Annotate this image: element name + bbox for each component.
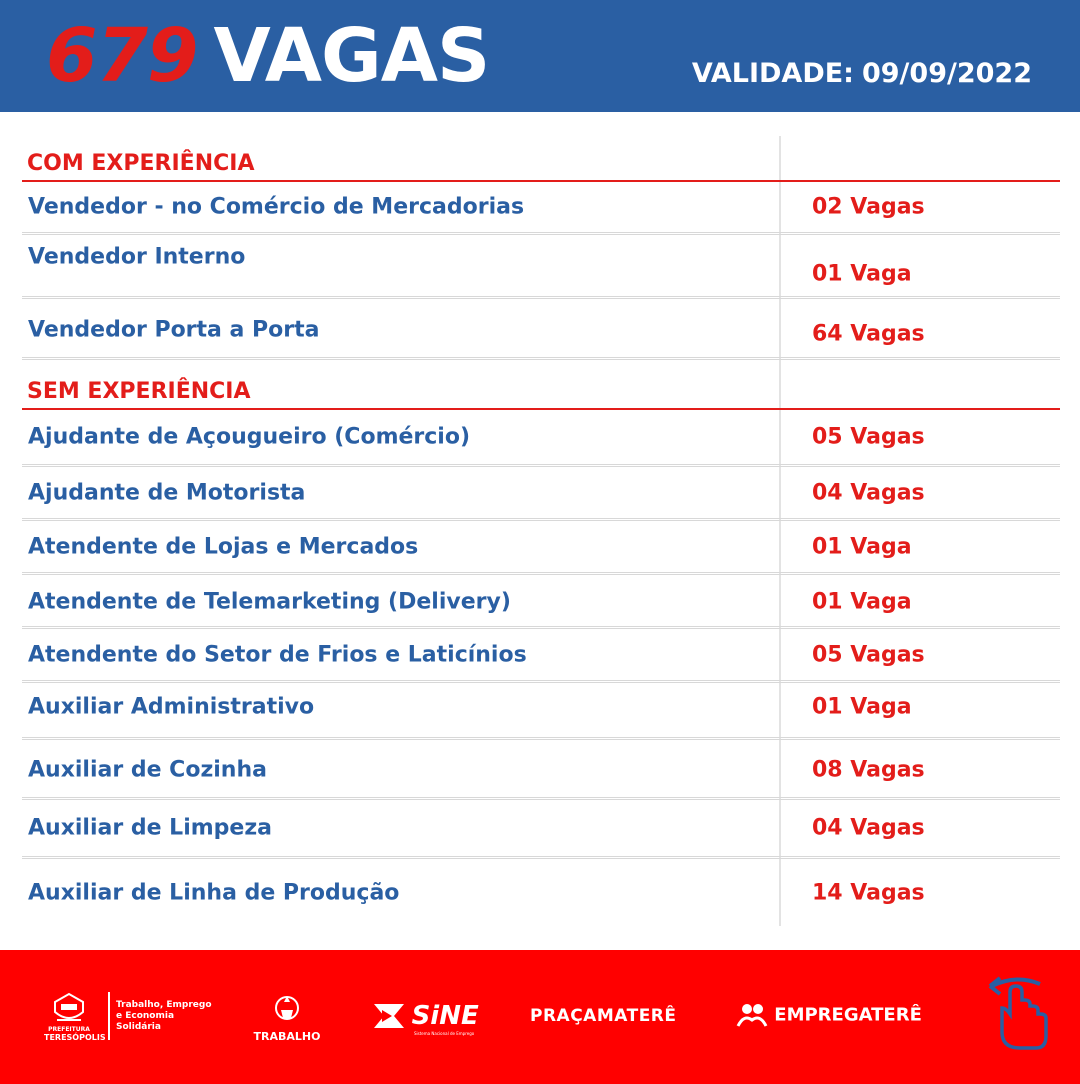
job-vacancies: 04 Vagas [812, 480, 925, 505]
table-row [22, 800, 1060, 859]
trabalho-logo [246, 992, 328, 1043]
empregatere-label: EMPREGATERÊ [774, 1004, 922, 1026]
table-row [22, 299, 1060, 360]
job-title: Auxiliar de Limpeza [28, 815, 272, 841]
job-vacancies: 08 Vagas [812, 757, 925, 783]
job-vacancies: 64 Vagas [812, 321, 925, 347]
job-vacancies: 04 Vagas [812, 815, 925, 841]
secretaria-line: e Economia [116, 1011, 175, 1021]
secretaria-line: Solidária [116, 1022, 161, 1032]
job-vacancies: 02 Vagas [812, 194, 925, 220]
table-row [22, 629, 1060, 683]
table-row [22, 859, 1060, 923]
total-vacancies-count: 679 [46, 13, 198, 99]
empregatere-logo [736, 1002, 922, 1028]
section-with-experience [22, 136, 1060, 182]
prefeitura-name: TERESÓPOLIS [44, 1033, 106, 1042]
job-title: Atendente de Telemarketing (Delivery) [28, 589, 511, 615]
secretaria-text [116, 1000, 212, 1033]
coat-of-arms-icon [51, 992, 87, 1022]
job-title: Auxiliar de Linha de Produção [28, 880, 400, 906]
section-without-experience [22, 360, 1060, 410]
table-row [22, 740, 1060, 800]
job-title: Vendedor Interno [28, 244, 246, 270]
logo-divider [108, 992, 110, 1040]
job-vacancies: 01 Vaga [812, 534, 912, 559]
table-row [22, 575, 1060, 629]
job-vacancies: 05 Vagas [812, 642, 925, 667]
table-row [22, 467, 1060, 521]
table-row [22, 683, 1060, 740]
pracamatere-logo [530, 1006, 677, 1026]
table-row [22, 521, 1060, 575]
emblem-icon [272, 992, 302, 1026]
job-title: Vendedor - no Comércio de Mercadorias [28, 194, 525, 220]
job-title: Vendedor Porta a Porta [28, 317, 320, 343]
vacancies-table [22, 136, 1060, 926]
sine-label: SiNE [411, 1001, 479, 1031]
job-title: Auxiliar de Cozinha [28, 757, 267, 783]
job-vacancies: 01 Vaga [812, 589, 912, 615]
sine-logo [372, 1000, 479, 1036]
job-vacancies: 01 Vaga [812, 694, 912, 720]
trabalho-label: TRABALHO [253, 1030, 321, 1043]
job-title: Ajudante de Motorista [28, 480, 306, 505]
section-label: COM EXPERIÊNCIA [27, 151, 255, 176]
section-label: SEM EXPERIÊNCIA [27, 379, 251, 404]
pracamatere-label: PRAÇAMATERÊ [530, 1006, 677, 1026]
swipe-hand-icon [980, 974, 1054, 1058]
secretaria-line: Trabalho, Emprego [116, 1000, 212, 1010]
footer-banner [0, 950, 1080, 1084]
header-banner [0, 0, 1080, 112]
sine-subtitle: Sistema Nacional de Emprego [414, 1031, 475, 1036]
table-row [22, 410, 1060, 467]
prefeitura-logo [44, 992, 106, 1042]
sine-icon [372, 1000, 406, 1032]
job-title: Atendente de Lojas e Mercados [28, 534, 419, 559]
table-row [22, 235, 1060, 299]
validity-text [692, 58, 1032, 89]
validity-label: VALIDADE: [691, 58, 854, 89]
job-title: Auxiliar Administrativo [28, 694, 315, 720]
prefeitura-top-label: PREFEITURA [48, 1026, 90, 1033]
job-title: Atendente do Setor de Frios e Laticínios [28, 642, 527, 667]
job-vacancies: 05 Vagas [812, 424, 925, 450]
page-title [46, 13, 490, 99]
job-title: Ajudante de Açougueiro (Comércio) [28, 424, 471, 450]
job-vacancies: 14 Vagas [812, 880, 925, 906]
people-icon [736, 1002, 768, 1028]
table-row [22, 182, 1060, 235]
title-word: VAGAS [213, 13, 490, 99]
validity-date: 09/09/2022 [861, 58, 1032, 89]
job-vacancies: 01 Vaga [812, 261, 912, 287]
